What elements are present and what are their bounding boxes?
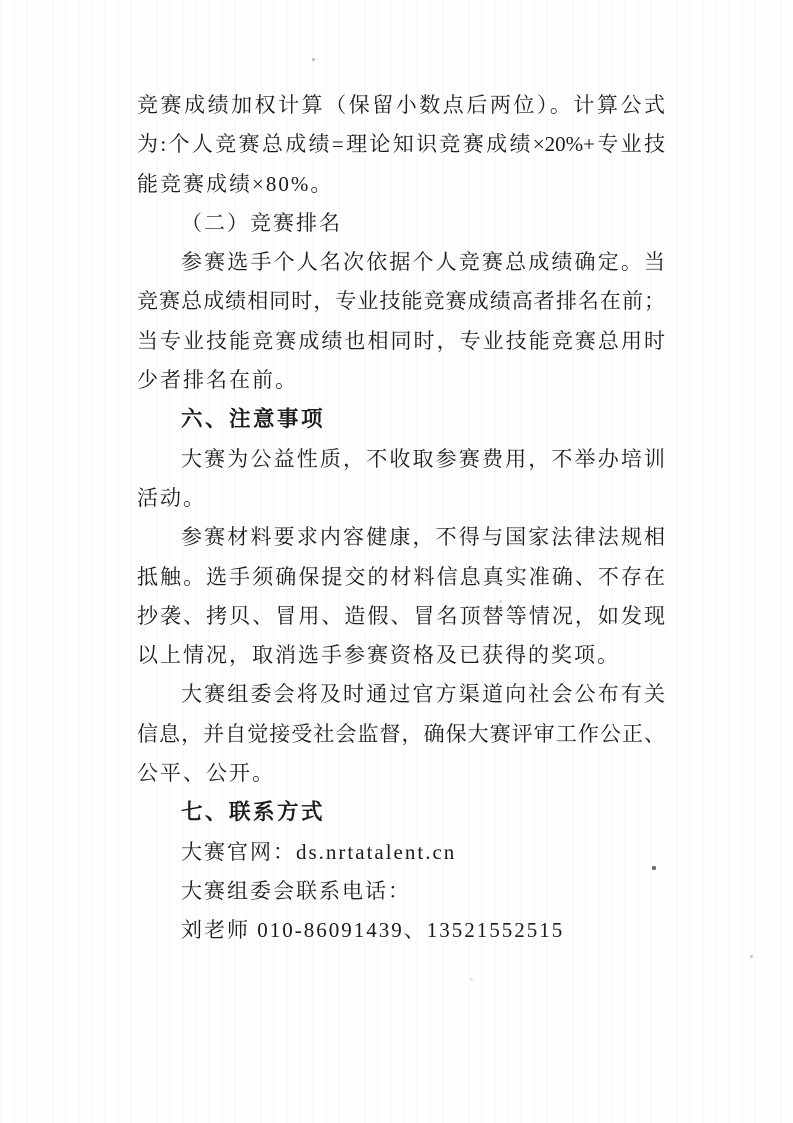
text-line: 公平、公开。 bbox=[137, 761, 275, 786]
text-line: 以上情况，取消选手参赛资格及已获得的奖项。 bbox=[137, 643, 620, 668]
text-line: 大赛官网：ds.nrtatalent.cn bbox=[181, 839, 457, 864]
scan-speck bbox=[750, 955, 753, 958]
text-line: 信息，并自觉接受社会监督，确保大赛评审工作公正、 bbox=[137, 721, 665, 746]
text-line: 少者排名在前。 bbox=[137, 368, 298, 393]
text-line: 竞赛总成绩相同时，专业技能竞赛成绩高者排名在前； bbox=[137, 289, 665, 314]
scan-speck bbox=[470, 978, 473, 981]
document-text-block bbox=[137, 86, 665, 951]
text-line: 刘老师 010-86091439、13521552515 bbox=[181, 918, 565, 943]
text-line: 为:个人竞赛总成绩=理论知识竞赛成绩×20%+专业技 bbox=[137, 132, 665, 157]
text-line: 当专业技能竞赛成绩也相同时，专业技能竞赛总用时 bbox=[137, 328, 665, 353]
text-line: 能竞赛成绩×80%。 bbox=[137, 171, 334, 196]
section-heading-line: 七、联系方式 bbox=[181, 800, 326, 825]
scan-speck bbox=[652, 866, 656, 870]
text-line: 大赛组委会将及时通过官方渠道向社会公布有关 bbox=[181, 682, 665, 707]
text-line: 参赛选手个人名次依据个人竞赛总成绩确定。当 bbox=[181, 250, 665, 275]
text-line: 参赛材料要求内容健康，不得与国家法律法规相 bbox=[181, 525, 665, 550]
text-line: 抄袭、拷贝、冒用、造假、冒名顶替等情况，如发现 bbox=[137, 603, 665, 628]
text-line: 大赛组委会联系电话： bbox=[181, 878, 411, 903]
scan-speck bbox=[499, 600, 502, 603]
text-line: 活动。 bbox=[137, 485, 206, 510]
text-line: （二）竞赛排名 bbox=[181, 210, 342, 235]
text-line: 竞赛成绩加权计算（保留小数点后两位）。计算公式 bbox=[137, 93, 665, 117]
text-line: 大赛为公益性质，不收取参赛费用，不举办培训 bbox=[181, 446, 665, 471]
section-heading-line: 六、注意事项 bbox=[181, 407, 326, 432]
text-line: 抵触。选手须确保提交的材料信息真实准确、不存在 bbox=[137, 564, 665, 589]
scan-speck bbox=[312, 58, 315, 61]
